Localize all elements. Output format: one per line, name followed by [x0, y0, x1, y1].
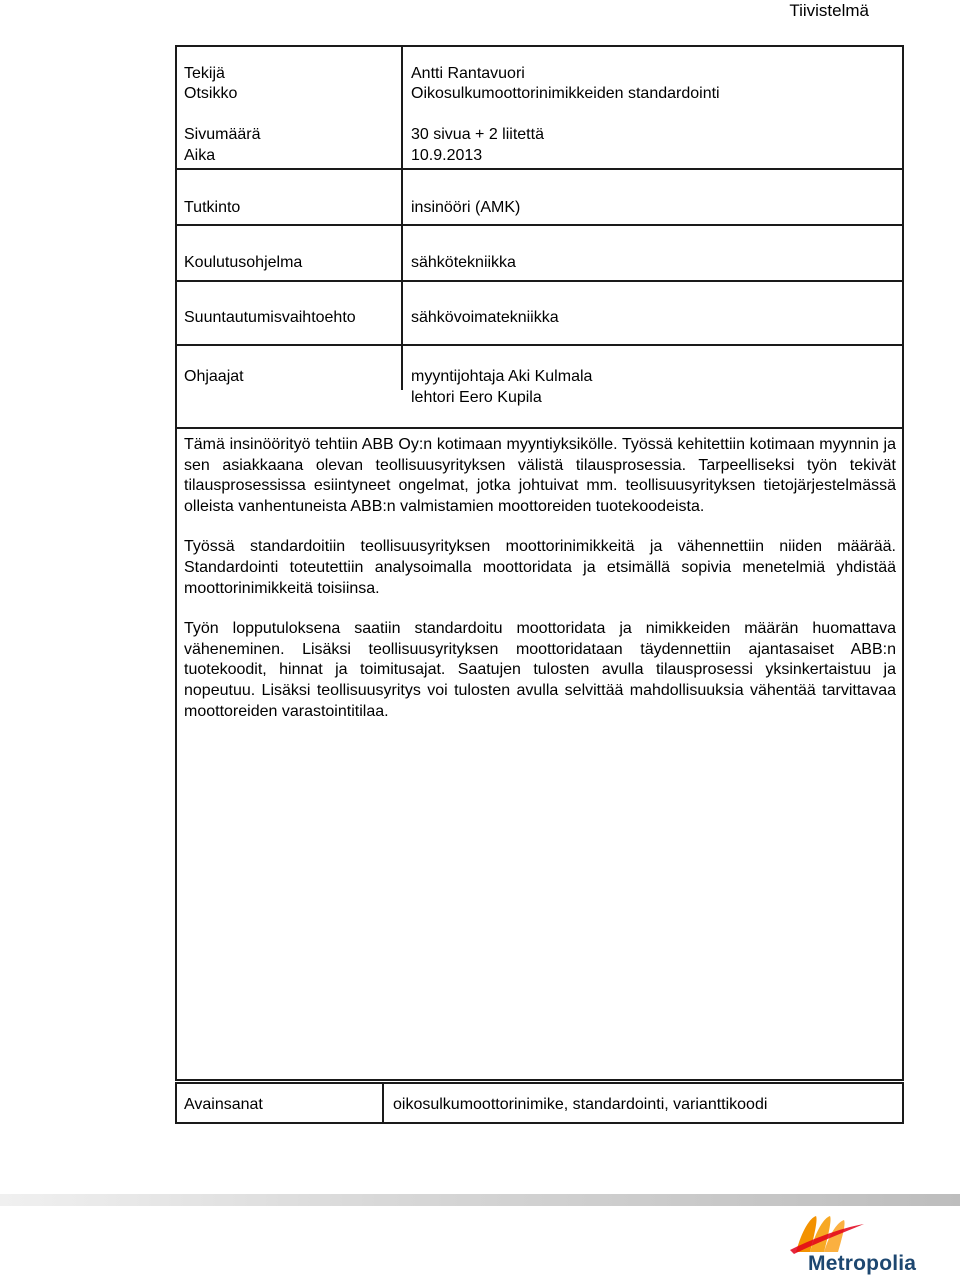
abstract-paragraph: Työssä standardoitiin teollisuusyrityksen moottorinimikkeitä ja vähennettiin niiden määrää. Standardointi toteutettiin analysoimalla moottoridata ja etsimällä sopivia menetelmiä yhdistää moottorinimikkeitä toisiinsa. [184, 538, 896, 597]
specialisation-label: Suuntautumisvaihtoehto [184, 309, 356, 326]
logo-mark-icon [780, 1210, 960, 1254]
supervisor-2: lehtori Eero Kupila [411, 389, 542, 406]
title-label: Otsikko [184, 85, 238, 102]
pages-value: 30 sivua + 2 liitettä [411, 126, 544, 143]
title-value: Oikosulkumoottorinimikkeiden standardointi [411, 85, 720, 102]
supervisor-1: myyntijohtaja Aki Kulmala [411, 368, 593, 385]
row-divider [177, 427, 902, 429]
abstract-paragraph: Työn lopputuloksena saatiin standardoitu moottoridata ja nimikkeiden määrän huomattava väheneminen. Lisäksi teollisuusyrityksen moottoridataan täydennettiin ajantasaiset ABB:n tuotekoodit, hinnat ja toimitusajat. Saatujen tulosten avulla tilausprosessi yksinkertaistuu ja nopeutuu. Lisäksi teollisuusyritys voi tulosten avulla selvittää mahdollisuuksia vähentää tarvittavaa moottoreiden varastointitilaa. [184, 620, 896, 720]
row-divider [177, 168, 902, 170]
date-label: Aika [184, 147, 216, 164]
logo-wordmark: Metropolia [808, 1252, 917, 1275]
keywords-label: Avainsanat [184, 1096, 263, 1113]
degree-value: insinööri (AMK) [411, 199, 521, 216]
specialisation-value: sähkövoimatekniikka [411, 309, 559, 326]
column-divider [382, 1084, 384, 1122]
author-value: Antti Rantavuori [411, 65, 525, 82]
column-divider [401, 47, 403, 390]
degree-label: Tutkinto [184, 199, 241, 216]
page-header-title: Tiivistelmä [789, 1, 869, 20]
footer-band [0, 1194, 960, 1206]
keywords-value: oikosulkumoottorinimike, standardointi, varianttikoodi [393, 1096, 768, 1113]
info-table [175, 45, 904, 1081]
author-label: Tekijä [184, 65, 225, 82]
programme-value: sähkötekniikka [411, 254, 516, 271]
supervisors-label: Ohjaajat [184, 368, 244, 385]
row-divider [177, 224, 902, 226]
abstract-text [184, 435, 896, 742]
row-divider [177, 344, 902, 346]
metropolia-logo [780, 1210, 960, 1280]
pages-label: Sivumäärä [184, 126, 261, 143]
abstract-paragraph: Tämä insinöörityö tehtiin ABB Oy:n kotimaan myyntiyksikölle. Työssä kehitettiin kotimaan myynnin ja sen asiakkaana olevan teollisuusyrityksen välistä tilausprosessia. Tarpeelliseksi työn tekivät tilausprosessissa esiintyneet ongelmat, jotka johtuivat mm. teollisuusyrityksen tietojärjestelmässä olleista vanhentuneista ABB:n valmistamien moottoreiden tuotekoodeista. [184, 436, 896, 515]
row-divider [177, 280, 902, 282]
keywords-row [175, 1082, 904, 1124]
date-value: 10.9.2013 [411, 147, 483, 164]
programme-label: Koulutusohjelma [184, 254, 303, 271]
